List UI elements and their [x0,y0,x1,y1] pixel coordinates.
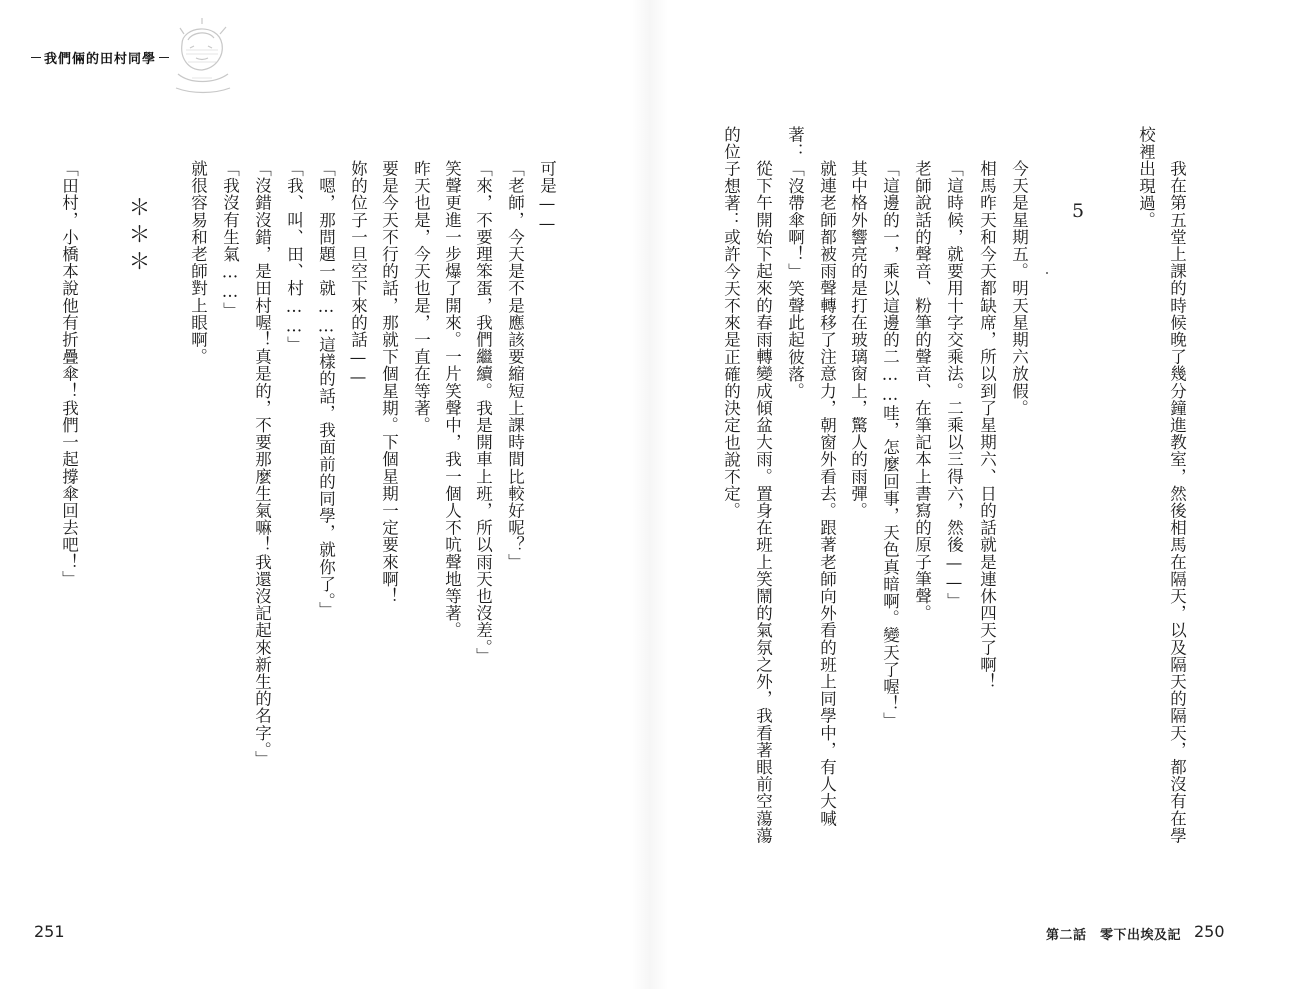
running-title-text: 我們倆的田村同學 [44,52,157,67]
text-column: 的位子想著：或許今天不來是正確的決定也說不定。 [721,126,741,520]
section-number: 5 [1072,200,1085,222]
page-gutter [632,0,668,989]
text-column: 校裡出現過。 [1136,126,1156,229]
text-column: 其中格外響亮的是打在玻璃窗上，驚人的雨彈。 [848,160,868,520]
text-column: 「這邊的一，乘以這邊的二……哇，怎麼回事，天色真暗啊。變天了喔！」 [880,160,900,730]
running-title [28,48,172,67]
text-column: 老師說話的聲音、粉筆的聲音、在筆記本上書寫的原子筆聲。 [912,160,932,622]
page-number-right: 250 [1194,922,1225,941]
text-column: 「老師，今天是不是應該要縮短上課時間比較好呢？」 [505,160,525,571]
section-break-asterisks: ＊＊＊ [125,196,150,277]
text-column: 「沒錯沒錯，是田村喔！真是的，不要那麼生氣嘛！我還沒記起來新生的名字。」 [252,160,272,768]
text-column: 可是—— [537,160,557,234]
text-column: 「嗯，那問題一就……這樣的話，我面前的同學，就你了。」 [316,160,336,619]
text-column: 「來，不要理笨蛋，我們繼續。我是開車上班，所以雨天也沒差。」 [473,160,493,665]
text-column: 「田村，小橋本說他有折疊傘！我們一起撐傘回去吧！」 [59,160,79,588]
text-column: 要是今天不行的話，那就下個星期。下個星期一定要來啊！ [379,160,399,605]
title-ornament-illustration [168,14,238,96]
text-column: 笑聲更進一步爆了開來。一片笑聲中，我一個人不吭聲地等著。 [442,160,462,639]
text-column: 昨天也是，今天也是，一直在等著。 [411,160,431,434]
text-column: 就很容易和老師對上眼啊。 [188,160,208,366]
text-column: 從下午開始下起來的春雨轉變成傾盆大雨。置身在班上笑鬧的氣氛之外，我看著眼前空蕩蕩 [753,160,773,844]
text-column: 今天是星期五。明天星期六放假。 [1009,160,1029,417]
text-column: 「這時候，就要用十字交乘法。二乘以三得六，然後——」 [944,160,964,610]
text-column: 相馬昨天和今天都缺席，所以到了星期六、日的話就是連休四天了啊！ [977,160,997,691]
chapter-label: 第二話 零下出埃及記 [1046,928,1182,943]
print-speck [1046,272,1048,274]
page-number-left: 251 [34,922,65,941]
text-column: 「我沒有生氣……」 [220,160,240,319]
title-rule-left [31,57,41,58]
text-column: 就連老師都被雨聲轉移了注意力，朝窗外看去。跟著老師向外看的班上同學中，有人大喊 [817,160,837,827]
text-column: 我在第五堂上課的時候晚了幾分鐘進教室，然後相馬在隔天，以及隔天的隔天，都沒有在學 [1167,160,1187,844]
text-column: 妳的位子一旦空下來的話—— [348,160,368,388]
text-column: 「我、叫、田、村……」 [284,160,304,354]
text-column: 著：「沒帶傘啊！」笑聲此起彼落。 [785,126,805,400]
